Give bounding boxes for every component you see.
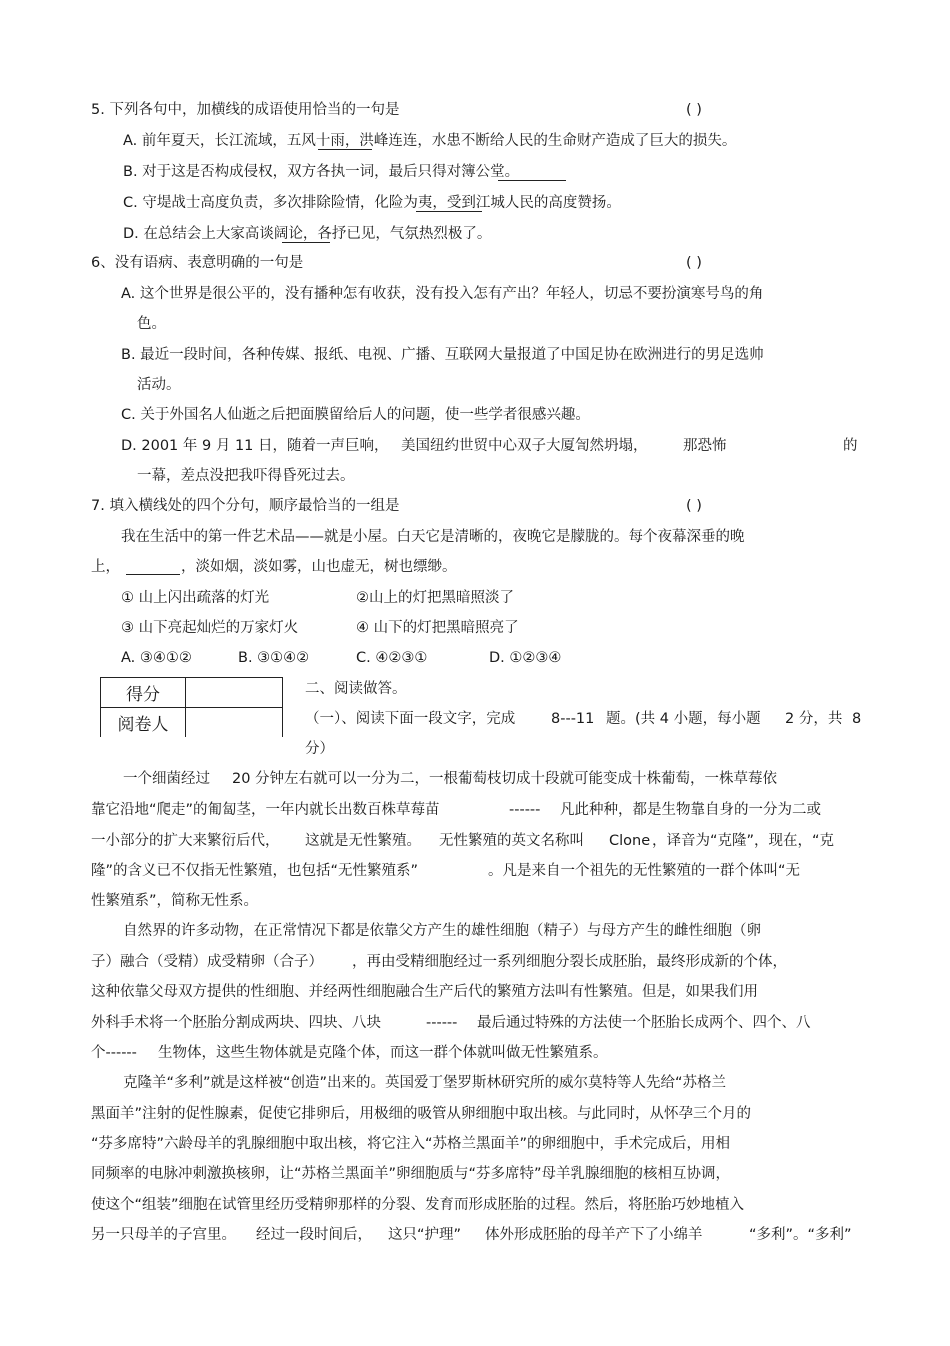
q7-choice-c: C. ④②③① (356, 650, 428, 666)
q7-clause-1: ① 山上闪出疏落的灯光 (121, 590, 270, 606)
q6-option-c: C. 关于外国名人仙逝之后把面膜留给后人的问题，使一些学者很感兴趣。 (121, 407, 590, 423)
passage-p1-line2b: ------ (509, 802, 541, 818)
passage-p1-line4b: 。凡是来自一个祖先的无性繁殖的一群个体叫“无 (488, 863, 801, 879)
passage-p3-line2: 黑面羊”注射的促性腺素，促使它排卵后，用极细的吸管从卵细胞中取出核。与此同时，从怀孕三个月的 (91, 1106, 752, 1122)
score-box (100, 677, 283, 737)
section2-instruction-b: 8---11 (551, 711, 595, 727)
passage-p1-line5: 性繁殖系”，简称无性系。 (91, 893, 259, 909)
q6-option-d-part3: 那恐怖 (683, 438, 727, 454)
passage-p2-line5b: 生物体，这些生物体就是克隆个体，而这一群个体就叫做无性繁殖系。 (158, 1045, 608, 1061)
q7-stem: 7. 填入横线处的四个分句，顺序最恰当的一组是 (91, 498, 400, 514)
q6-option-d-line2: 一幕，差点没把我吓得昏死过去。 (137, 468, 355, 484)
q6-option-d-part4: 的 (843, 438, 858, 454)
score-label: 得分 (101, 678, 186, 708)
q5-option-c: C. 守堤战士高度负责，多次排除险情，化险为夷，受到江城人民的高度赞扬。 (123, 195, 621, 211)
q7-blank (126, 574, 180, 575)
passage-p2-line2b: ，再由受精细胞经过一系列细胞分裂长成胚胎，最终形成新的个体， (352, 954, 787, 970)
q5-option-a: A. 前年夏天，长江流域，五风十雨，洪峰连连，水患不断给人民的生命财产造成了巨大的损失。 (123, 133, 737, 149)
passage-p1-line1a: 一个细菌经过 (123, 771, 210, 787)
passage-p3-line6a: 另一只母羊的子宫里。 (91, 1227, 236, 1243)
section2-instruction-c: 题。(共 4 小题，每小题 (606, 711, 761, 727)
q5-stem: 5. 下列各句中，加横线的成语使用恰当的一句是 (91, 102, 400, 118)
q6-answer-paren: ( ) (686, 255, 702, 271)
section2-instruction-d: 2 分，共 (785, 711, 843, 727)
passage-p1-line2c: 凡此种种，都是生物靠自身的一分为二或 (560, 802, 821, 818)
passage-p3-line6d: 体外形成胚胎的母羊产下了小绵羊 (485, 1227, 703, 1243)
section2-instruction-e: 8 (852, 711, 862, 727)
passage-p3-line5: 使这个“组装”细胞在试管里经历受精卵那样的分裂、发育而形成胚胎的过程。然后，将胚胎巧妙地植入 (91, 1197, 745, 1213)
passage-p3-line6b: 经过一段时间后， (256, 1227, 372, 1243)
passage-p1-line3d: Clone (609, 833, 651, 849)
passage-p1-line2a: 靠它沿地“爬走”的匍匐茎，一年内就长出数百株草莓苗 (91, 802, 440, 818)
reviewer-label: 阅卷人 (101, 708, 186, 738)
q7-choice-b: B. ③①④② (238, 650, 310, 666)
passage-p1-line3e: ，译音为“克隆”，现在，“克 (652, 833, 835, 849)
q6-option-d-part1: D. 2001 年 9 月 11 日，随着一声巨响， (121, 438, 389, 454)
section2-title: 二、阅读做答。 (305, 681, 407, 697)
q6-option-a-line2: 色。 (137, 316, 166, 332)
passage-p1-line3c: 无性繁殖的英文名称叫 (439, 833, 584, 849)
q6-stem: 6、没有语病、表意明确的一句是 (91, 255, 304, 271)
passage-p2-line4b: ------ (426, 1015, 458, 1031)
q6-option-d-part2: 美国纽约世贸中心双子大厦訇然坍塌， (401, 438, 648, 454)
passage-p3-line4: 同频率的电脉冲刺激换核卵，让“苏格兰黑面羊”卵细胞质与“芬多席特”母羊乳腺细胞的核相互协调， (91, 1166, 731, 1182)
q7-choice-a: A. ③④①② (121, 650, 192, 666)
q7-passage-line2b: ，淡如烟，淡如雾，山也虚无，树也缥缈。 (181, 559, 457, 575)
passage-p2-line3: 这种依靠父母双方提供的性细胞、并经两性细胞融合生产后代的繁殖方法叫有性繁殖。但是，如果我们用 (91, 984, 758, 1000)
passage-p3-line3: “芬多席特”六龄母羊的乳腺细胞中取出核，将它注入“苏格兰黑面羊”的卵细胞中，手术完成后，用相 (91, 1136, 731, 1152)
q5-underline-b (498, 180, 566, 181)
passage-p3-line6c: 这只“护理” (388, 1227, 462, 1243)
passage-p2-line4c: 最后通过特殊的方法使一个胚胎长成两个、四个、八 (477, 1015, 811, 1031)
section2-instruction-a: （一）、阅读下面一段文字，完成 (305, 711, 516, 727)
passage-p2-line2a: 子）融合（受精）成受精卵（合子） (91, 954, 323, 970)
passage-p3-line1: 克隆羊“多利”就是这样被“创造”出来的。英国爱丁堡罗斯林研究所的威尔莫特等人先给“苏格兰 (123, 1075, 727, 1091)
score-field (186, 678, 283, 708)
q5-option-b: B. 对于这是否构成侵权，双方各执一词，最后只得对簿公堂。 (123, 164, 520, 180)
passage-p2-line1: 自然界的许多动物，在正常情况下都是依靠父方产生的雄性细胞（精子）与母方产生的雌性细胞（卵 (123, 923, 761, 939)
passage-p1-line3a: 一小部分的扩大来繁衍后代， (91, 833, 280, 849)
q7-passage-line2a: 上， (91, 559, 120, 575)
q7-passage-line1: 我在生活中的第一件艺术品——就是小屋。白天它是清晰的，夜晚它是朦胧的。每个夜幕深垂的晚 (121, 529, 745, 545)
reviewer-field (186, 708, 283, 738)
q6-option-a-line1: A. 这个世界是很公平的，没有播种怎有收获，没有投入怎有产出？年轻人，切忌不要扮演寒号鸟的角 (121, 286, 764, 302)
q6-option-b-line1: B. 最近一段时间，各种传媒、报纸、电视、广播、互联网大量报道了中国足协在欧洲进行的男足选帅 (121, 347, 764, 363)
q7-clause-2: ②山上的灯把黑暗照淡了 (356, 590, 514, 606)
q7-choice-d: D. ①②③④ (489, 650, 562, 666)
q6-option-b-line2: 活动。 (137, 377, 181, 393)
passage-p2-line4a: 外科手术将一个胚胎分割成两块、四块、八块 (91, 1015, 381, 1031)
q5-option-d: D. 在总结会上大家高谈阔论，各抒已见，气氛热烈极了。 (123, 226, 492, 242)
q5-underline-c (416, 211, 482, 212)
q5-underline-a (318, 149, 372, 150)
q7-clause-4: ④ 山下的灯把黑暗照亮了 (356, 620, 519, 636)
passage-p1-line4a: 隆”的含义已不仅指无性繁殖，也包括“无性繁殖系” (91, 863, 419, 879)
passage-p1-line3b: 这就是无性繁殖。 (305, 833, 421, 849)
q5-underline-d (282, 242, 330, 243)
passage-p3-line6e: “多利”。“多利” (749, 1227, 852, 1243)
section2-instruction-f: 分） (305, 741, 334, 757)
q7-answer-paren: ( ) (686, 498, 702, 514)
q7-clause-3: ③ 山下亮起灿烂的万家灯火 (121, 620, 299, 636)
passage-p2-line5a: 个------ (91, 1045, 137, 1061)
q5-answer-paren: ( ) (686, 102, 702, 118)
passage-p1-line1b: 20 分钟左右就可以一分为二，一根葡萄枝切成十段就可能变成十株葡萄，一株草莓依 (232, 771, 778, 787)
